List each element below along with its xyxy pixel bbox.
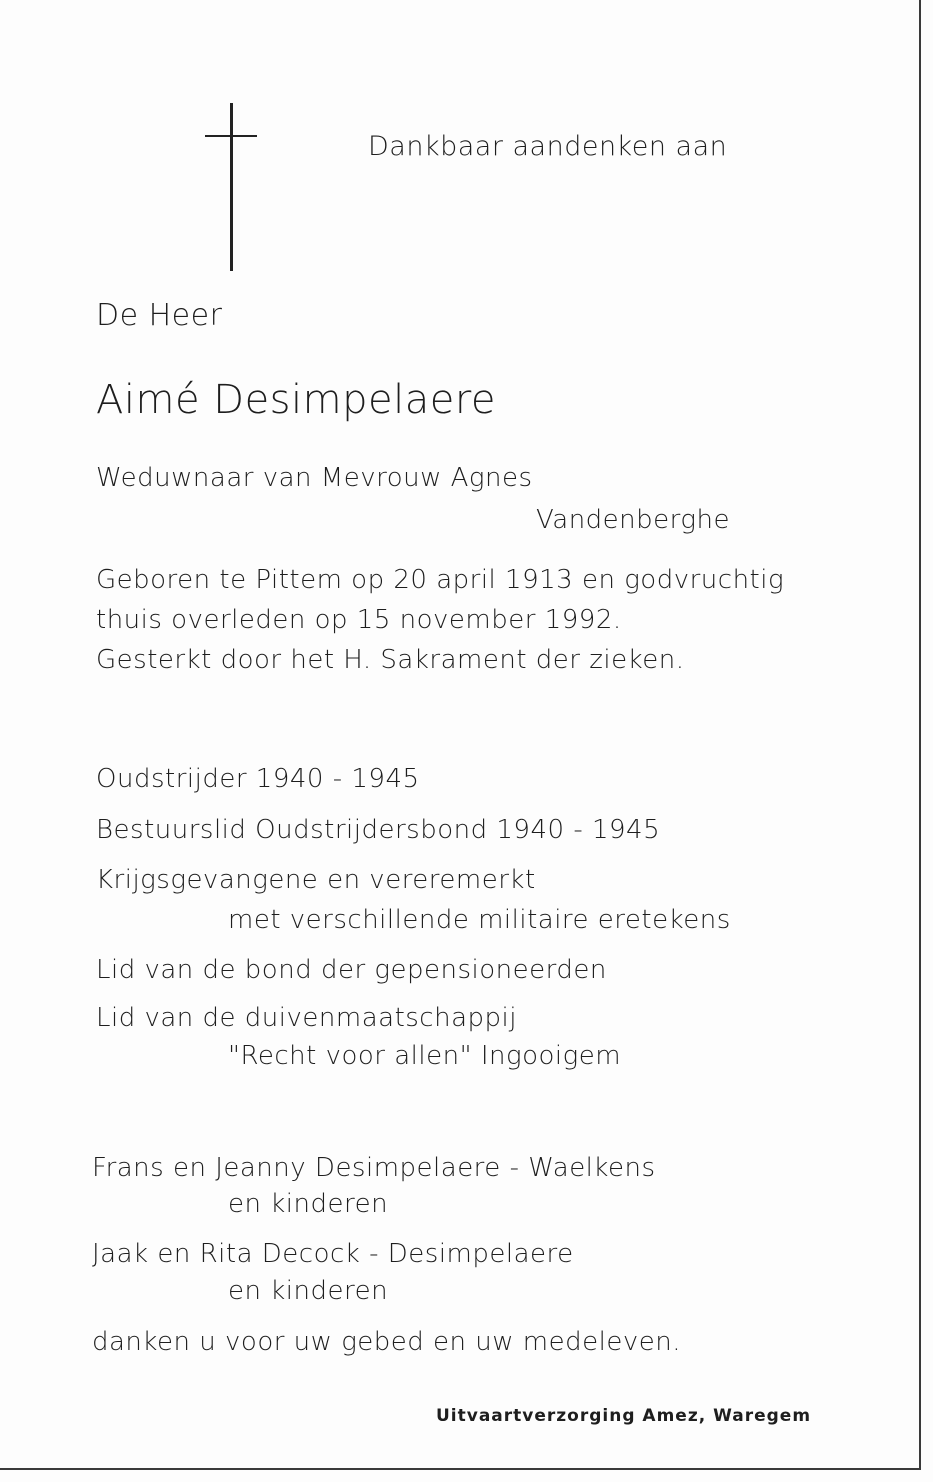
salutation: De Heer [96, 298, 223, 333]
honor-line-4: met verschillende militaire eretekens [228, 905, 731, 935]
honor-line-5: Lid van de bond der gepensioneerden [96, 955, 607, 985]
widower-line-1: Weduwnaar van Mevrouw Agnes [96, 463, 533, 493]
cross-horizontal [205, 135, 257, 137]
card-edge-bottom [0, 1468, 921, 1470]
birth-line-3: Gesterkt door het H. Sakrament der zieken. [96, 645, 685, 675]
undertaker-credit: Uitvaartverzorging Amez, Waregem [436, 1406, 812, 1426]
intro-text: Dankbaar aandenken aan [368, 131, 728, 162]
widower-line-2: Vandenberghe [536, 505, 730, 535]
honor-line-7: "Recht voor allen" Ingooigem [228, 1041, 622, 1071]
card-edge-right [919, 0, 921, 1470]
closing-line: danken u voor uw gebed en uw medeleven. [92, 1327, 681, 1357]
deceased-name: Aimé Desimpelaere [96, 377, 497, 423]
family-line-4: en kinderen [228, 1276, 389, 1306]
honor-line-3: Krijgsgevangene en vereremerkt [96, 865, 536, 895]
birth-line-2: thuis overleden op 15 november 1992. [96, 605, 622, 635]
honor-line-6: Lid van de duivenmaatschappij [96, 1003, 517, 1033]
honor-line-1: Oudstrijder 1940 - 1945 [96, 764, 420, 794]
family-line-2: en kinderen [228, 1189, 389, 1219]
cross-vertical [230, 103, 233, 271]
family-line-3: Jaak en Rita Decock - Desimpelaere [92, 1239, 574, 1269]
birth-line-1: Geboren te Pittem op 20 april 1913 en godvruchtig [96, 565, 785, 595]
family-line-1: Frans en Jeanny Desimpelaere - Waelkens [92, 1153, 656, 1183]
honor-line-2: Bestuurslid Oudstrijdersbond 1940 - 1945 [96, 815, 661, 845]
